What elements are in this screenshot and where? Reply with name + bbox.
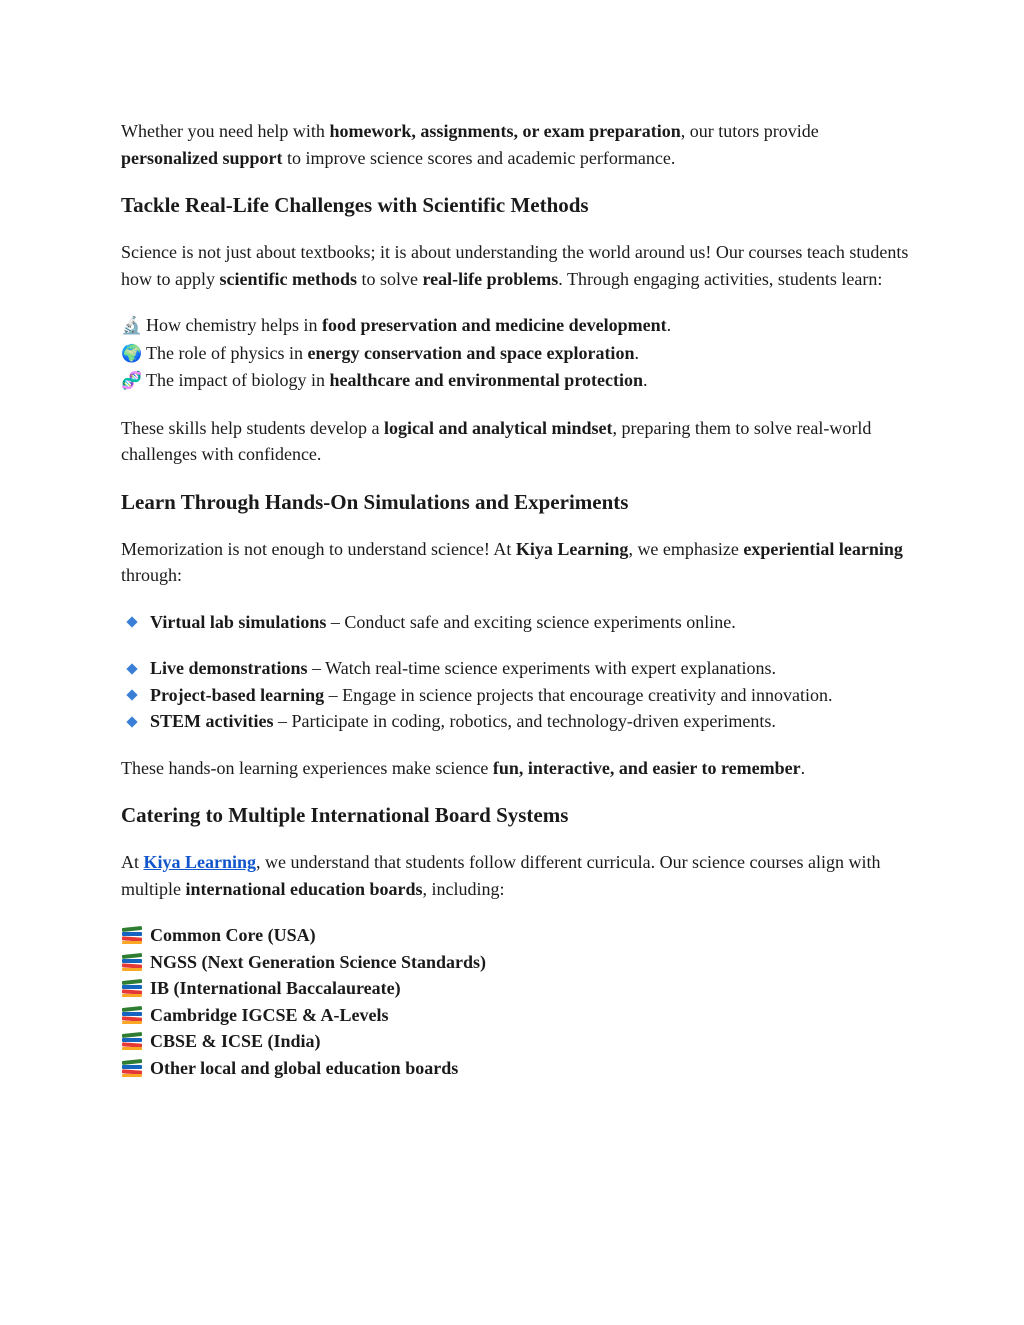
section-heading-real-life: Tackle Real-Life Challenges with Scientific Methods [121, 193, 589, 217]
boards-paragraph: At Kiya Learning, we understand that students follow different curricula. Our science courses align with multiple international education boards, including: [121, 852, 881, 899]
blue-diamond-icon [126, 663, 137, 674]
list-item: 🔬 How chemistry helps in food preservation and medicine development. [121, 312, 911, 340]
skills-paragraph: These skills help students develop a logical and analytical mindset, preparing them to solve real-world challenges with confidence. [121, 417, 872, 464]
kiya-learning-link[interactable]: Kiya Learning [143, 852, 257, 872]
real-life-paragraph: Science is not just about textbooks; it is about understanding the world around us! Our courses teach students how to apply scientific methods to solve real-life problems. Through engaging activities, students learn: [121, 242, 909, 289]
globe-icon: 🌍 [121, 343, 143, 364]
boards-list [121, 922, 911, 1081]
microscope-icon: 🔬 [121, 316, 143, 336]
intro-paragraph: Whether you need help with homework, assignments, or exam preparation, our tutors provide personalized support to improve science scores and academic performance. [121, 121, 819, 168]
section-heading-hands-on: Learn Through Hands-On Simulations and Experiments [121, 489, 629, 514]
experiential-list-first [121, 609, 911, 636]
list-item: CBSE & ICSE (India) [121, 1028, 911, 1055]
list-item: Common Core (USA) [121, 922, 911, 949]
books-icon [121, 1032, 143, 1050]
books-icon [121, 953, 143, 971]
list-item: 🌍 The role of physics in energy conservation and space exploration. [121, 340, 911, 368]
list-item: NGSS (Next Generation Science Standards) [121, 949, 911, 976]
list-item: Cambridge IGCSE & A-Levels [121, 1002, 911, 1029]
blue-diamond-icon [126, 716, 137, 727]
list-item: Project-based learning – Engage in science projects that encourage creativity and innovation. [121, 682, 911, 709]
list-item: IB (International Baccalaureate) [121, 975, 911, 1002]
hands-on-summary-paragraph: These hands-on learning experiences make science fun, interactive, and easier to remember. [121, 757, 806, 778]
books-icon [121, 1059, 143, 1077]
hands-on-paragraph: Memorization is not enough to understand science! At Kiya Learning, we emphasize experiential learning through: [121, 538, 903, 585]
books-icon [121, 926, 143, 944]
blue-diamond-icon [126, 617, 137, 628]
experiential-list [121, 655, 911, 735]
list-item: 🧬 The impact of biology in healthcare and environmental protection. [121, 367, 911, 395]
document-page [121, 118, 911, 1101]
list-item: STEM activities – Participate in coding, robotics, and technology-driven experiments. [121, 708, 911, 735]
section-heading-boards: Catering to Multiple International Board Systems [121, 803, 569, 827]
books-icon [121, 1006, 143, 1024]
science-examples-list [121, 312, 911, 395]
list-item: Virtual lab simulations – Conduct safe and exciting science experiments online. [121, 609, 911, 636]
blue-diamond-icon [126, 690, 137, 701]
dna-icon: 🧬 [121, 371, 143, 391]
list-item: Other local and global education boards [121, 1055, 911, 1082]
books-icon [121, 979, 143, 997]
list-item: Live demonstrations – Watch real-time science experiments with expert explanations. [121, 655, 911, 682]
